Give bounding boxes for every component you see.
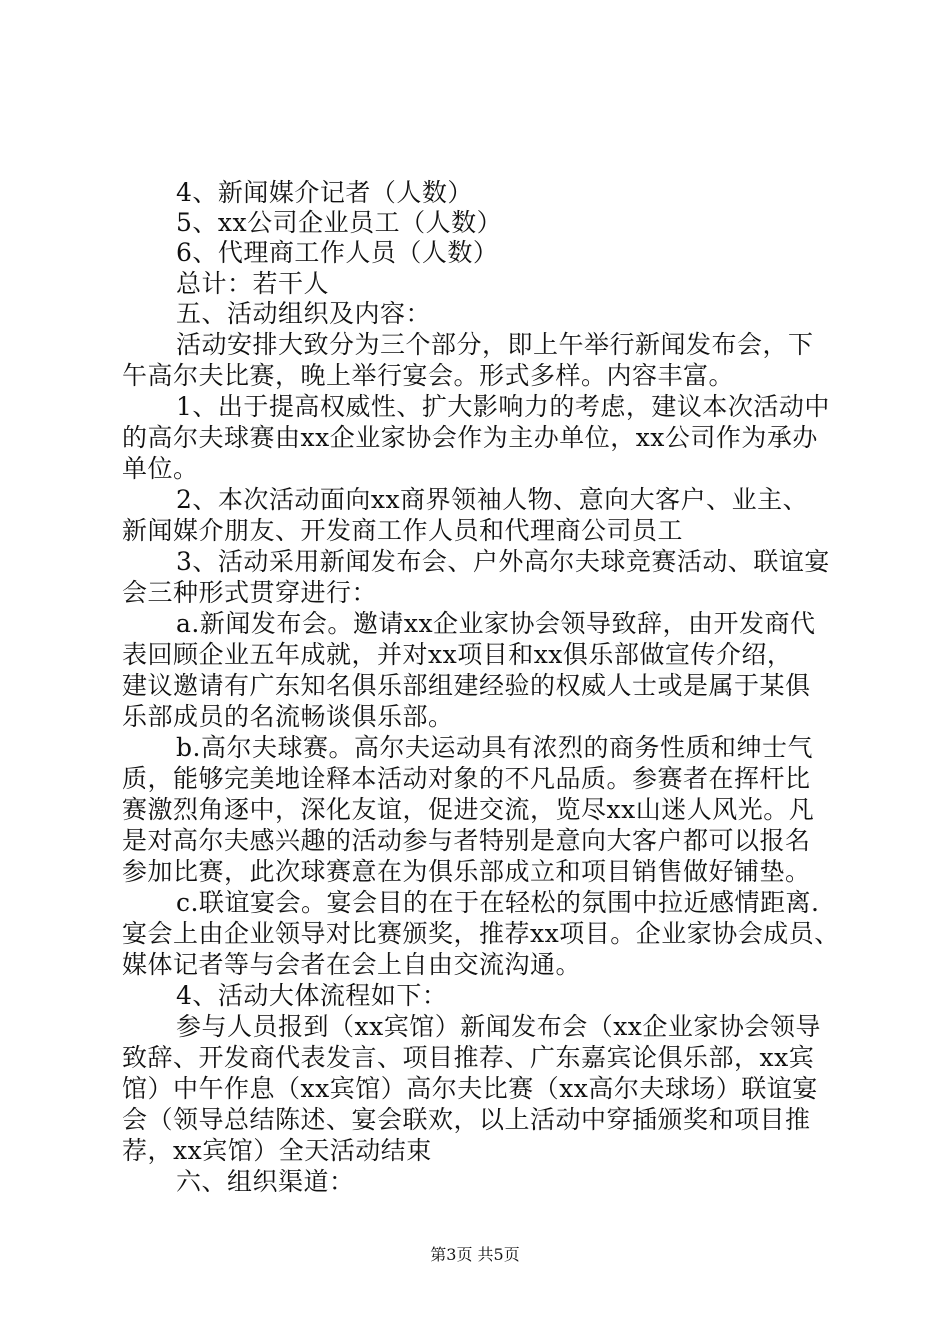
text-line: 致辞、开发商代表发言、项目推荐、广东嘉宾论俱乐部，xx宾 [122,1043,815,1072]
text-line: 馆）中午作息（xx宾馆）高尔夫比赛（xx高尔夫球场）联谊宴 [122,1074,818,1103]
text-line: 媒体记者等与会者在会上自由交流沟通。 [122,950,582,979]
text-line: 午高尔夫比赛，晚上举行宴会。形式多样。内容丰富。 [122,361,735,390]
text-line: 5、xx公司企业员工（人数） [176,208,503,237]
text-line: 会三种形式贯穿进行： [122,578,378,607]
text-line: 4、新闻媒介记者（人数） [176,178,473,207]
section-heading: 五、活动组织及内容： [176,299,432,328]
text-line: 4、活动大体流程如下： [176,981,448,1010]
text-line: 6、代理商工作人员（人数） [176,238,499,267]
text-line: 质，能够完美地诠释本活动对象的不凡品质。参赛者在挥杆比 [122,764,811,793]
text-line: 3、活动采用新闻发布会、户外高尔夫球竞赛活动、联谊宴 [176,547,830,576]
text-line: 宴会上由企业领导对比赛颁奖，推荐xx项目。企业家协会成员、 [122,919,840,948]
text-line: 参加比赛，此次球赛意在为俱乐部成立和项目销售做好铺垫。 [122,857,811,886]
text-line: 2、本次活动面向xx商界领袖人物、意向大客户、业主、 [176,485,809,514]
text-line: 活动安排大致分为三个部分，即上午举行新闻发布会，下 [176,330,814,359]
text-line: 赛激烈角逐中，深化友谊，促进交流，览尽xx山迷人风光。凡 [122,795,815,824]
text-line: 的高尔夫球赛由xx企业家协会作为主办单位，xx公司作为承办 [122,423,818,452]
text-line: b.高尔夫球赛。高尔夫运动具有浓烈的商务性质和绅士气 [176,733,813,762]
text-line: 乐部成员的名流畅谈俱乐部。 [122,702,454,731]
text-line: 荐，xx宾馆）全天活动结束 [122,1136,432,1165]
text-line: 会（领导总结陈述、宴会联欢，以上活动中穿插颁奖和项目推 [122,1105,811,1134]
section-heading: 六、组织渠道： [176,1167,355,1196]
text-line: 1、出于提高权威性、扩大影响力的考虑，建议本次活动中 [176,392,830,421]
text-line: 建议邀请有广东知名俱乐部组建经验的权威人士或是属于某俱 [122,671,811,700]
text-line: 参与人员报到（xx宾馆）新闻发布会（xx企业家协会领导 [176,1012,821,1041]
text-line: a.新闻发布会。邀请xx企业家协会领导致辞，由开发商代 [176,609,816,638]
text-line: c.联谊宴会。宴会目的在于在轻松的氛围中拉近感情距离. [176,888,820,917]
text-line: 新闻媒介朋友、开发商工作人员和代理商公司员工 [122,516,684,545]
text-line: 表回顾企业五年成就，并对xx项目和xx俱乐部做宣传介绍， [122,640,793,669]
text-line: 单位。 [122,454,199,483]
page-indicator: 第3页 共5页 [430,1245,520,1264]
text-line: 是对高尔夫感兴趣的活动参与者特别是意向大客户都可以报名 [122,826,811,855]
text-line: 总计：若干人 [176,269,330,298]
